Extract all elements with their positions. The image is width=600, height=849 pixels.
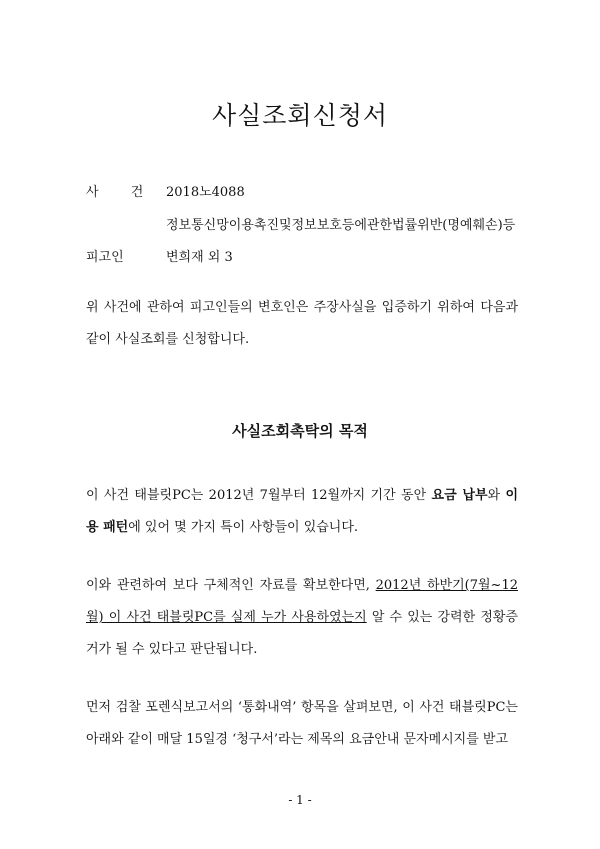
paragraph-evidence [86, 570, 518, 666]
p2-text-a: 이와 관련하여 보다 구체적인 자료를 확보한다면, [86, 578, 376, 593]
paragraph-payment-pattern [86, 480, 518, 544]
case-charge: 정보통신망이용촉진및정보보호등에관한법률위반(명예훼손)등 [166, 218, 516, 233]
defendant-value: 변희재 외 3 [166, 250, 233, 265]
case-number: 2018노4088 [166, 185, 245, 200]
defendant-label: 피고인 [86, 250, 124, 265]
p1-text-c: 에 있어 몇 가지 특이 사항들이 있습니다. [128, 520, 359, 535]
intro-paragraph: 위 사건에 관하여 피고인들의 변호인은 주장사실을 입증하기 위하여 다음과 같이 사실조회를 신청합니다. [86, 300, 518, 347]
paragraph-forensic-report: 먼저 검찰 포렌식보고서의 ‘통화내역’ 항목을 살펴보면, 이 사건 태블릿PC는 아래와 같이 매달 15일경 ‘청구서’라는 제목의 요금안내 문자메시지를 받고 [86, 700, 518, 747]
p2-text-b: 알 수 있는 강력한 정황증거가 될 수 있다고 판단됩니다. [86, 610, 518, 657]
case-label: 사 건 [86, 185, 158, 200]
p2-underlined: 2012년 하반기(7월~12월) 이 사건 태블릿PC를 실제 누가 사용하였는지 [86, 578, 518, 625]
section-title: 사실조회촉탁의 목적 [232, 422, 368, 440]
page-number: - 1 - [288, 793, 312, 807]
p1-text-a: 이 사건 태블릿PC는 2012년 7월부터 12월까지 기간 동안 [86, 488, 432, 503]
p1-bold-pattern: 이용 패턴 [86, 488, 518, 535]
document-title: 사실조회신청서 [211, 101, 389, 130]
p1-text-b: 와 [487, 488, 506, 503]
p1-bold-payment: 요금 납부 [431, 488, 488, 503]
